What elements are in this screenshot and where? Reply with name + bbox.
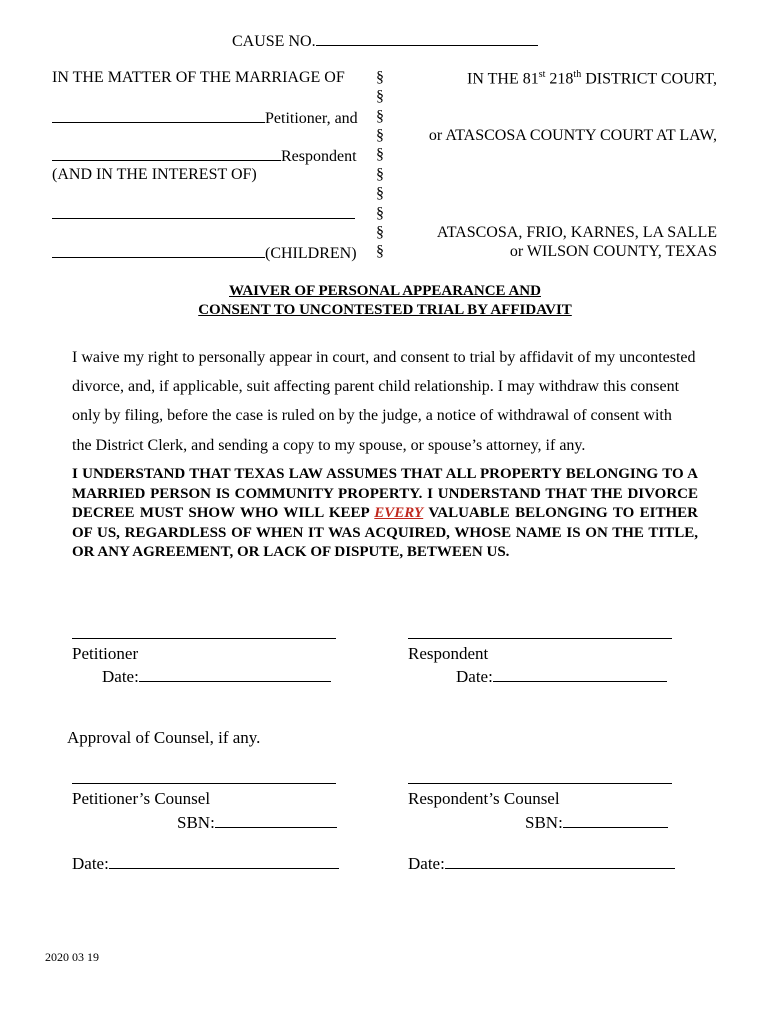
caption-interest: (AND IN THE INTEREST OF): [52, 166, 257, 183]
counties-line-1: ATASCOSA, FRIO, KARNES, LA SALLE: [436, 224, 717, 241]
cause-number: [232, 31, 538, 51]
petitioner-signature-line[interactable]: [72, 638, 336, 639]
respondent-date-blank[interactable]: [493, 665, 667, 682]
court-name: [467, 69, 717, 88]
caption-respondent: [52, 146, 357, 166]
petitioner-counsel-date-label: Date:: [72, 854, 109, 873]
respondent-counsel-sbn: [525, 811, 668, 833]
respondent-counsel-date-label: Date:: [408, 854, 445, 873]
petitioner-counsel-label: Petitioner’s Counsel: [72, 789, 211, 808]
petitioner-date: [102, 665, 331, 687]
notice-part-2: VALUABLE BELONGING TO EITHER OF US, REGARDLESS OF WHEN IT WAS ACQUIRED, WHOSE NAME IS ON THE TITLE, OR ANY AGREEMENT, OR LACK OF DISPUTE, BETWEEN US.: [72, 505, 698, 560]
respondent-signature-line[interactable]: [408, 638, 672, 639]
alt-court: or ATASCOSA COUNTY COURT AT LAW,: [428, 127, 717, 144]
cause-number-blank[interactable]: [316, 31, 538, 46]
document-title-line-1: WAIVER OF PERSONAL APPEARANCE AND: [229, 283, 541, 299]
caption-matter: IN THE MATTER OF THE MARRIAGE OF: [52, 69, 345, 86]
petitioner-sbn-blank[interactable]: [215, 811, 337, 828]
petitioner-label: Petitioner, and: [265, 110, 358, 127]
petitioner-signature-label: Petitioner: [72, 644, 139, 663]
waiver-line: only by filing, before the case is ruled on by the judge, a notice of withdrawal of consent with: [72, 407, 672, 425]
respondent-name-blank[interactable]: [52, 146, 281, 161]
respondent-date: [456, 665, 667, 687]
petitioner-date-blank[interactable]: [139, 665, 331, 682]
petitioner-counsel-date: [72, 852, 339, 874]
petitioner-counsel-date-blank[interactable]: [109, 852, 339, 869]
notice-part-1: I UNDERSTAND THAT TEXAS LAW ASSUMES THAT ALL PROPERTY BELONGING TO A MARRIED PERSON IS COMMUNITY PROPERTY. I UNDERSTAND THAT THE DIVORCE DECREE MUST SHOW WHO WILL KEEP: [72, 466, 698, 521]
respondent-sbn-label: SBN:: [525, 813, 563, 832]
waiver-paragraph: [72, 343, 698, 460]
section-symbol: §: [376, 185, 384, 202]
respondent-signature-label: Respondent: [408, 644, 489, 663]
court-suffix: DISTRICT COURT,: [581, 70, 717, 88]
form-revision-code: 2020 03 19: [45, 950, 99, 964]
waiver-line: the District Clerk, and sending a copy to my spouse, or spouse’s attorney, if any.: [72, 436, 586, 454]
court-prefix: IN THE 81: [467, 70, 539, 88]
section-symbol: §: [376, 108, 384, 125]
children-label: (CHILDREN): [265, 245, 357, 262]
section-symbol: §: [376, 243, 384, 260]
respondent-label: Respondent: [281, 148, 357, 165]
section-symbol: §: [376, 224, 384, 241]
respondent-counsel-date-blank[interactable]: [445, 852, 675, 869]
petitioner-counsel-signature-line[interactable]: [72, 783, 336, 784]
respondent-date-label: Date:: [456, 667, 493, 686]
petitioner-counsel-sbn: [177, 811, 337, 833]
approval-of-counsel: Approval of Counsel, if any.: [67, 728, 261, 747]
waiver-line: divorce, and, if applicable, suit affecting parent child relationship. I may withdraw this consent: [72, 378, 680, 396]
waiver-line: I waive my right to personally appear in court, and consent to trial by affidavit of my uncontested: [72, 349, 696, 366]
section-symbol: §: [376, 146, 384, 163]
section-symbol: §: [376, 127, 384, 144]
caption-petitioner: [52, 108, 358, 128]
petitioner-sbn-label: SBN:: [177, 813, 215, 832]
respondent-counsel-date: [408, 852, 675, 874]
cause-number-label: CAUSE NO.: [232, 33, 316, 50]
court-sup-1: st: [538, 69, 546, 80]
petitioner-name-blank[interactable]: [52, 108, 265, 123]
petitioner-date-label: Date:: [102, 667, 139, 686]
counties-line-2: or WILSON COUNTY, TEXAS: [509, 243, 717, 260]
respondent-counsel-label: Respondent’s Counsel: [408, 789, 560, 808]
child-name-blank[interactable]: [52, 218, 355, 219]
section-symbol: §: [376, 88, 384, 105]
court-sup-2: th: [573, 69, 582, 80]
document-title-line-2: CONSENT TO UNCONTESTED TRIAL BY AFFIDAVIT: [198, 302, 572, 318]
child-name-blank-2[interactable]: [52, 243, 265, 258]
section-symbol: §: [376, 166, 384, 183]
caption-children: [52, 243, 357, 263]
respondent-sbn-blank[interactable]: [563, 811, 668, 828]
section-symbol: §: [376, 69, 384, 86]
notice-every: EVERY: [374, 505, 424, 521]
court-num-2: 218: [545, 70, 574, 88]
property-notice: [72, 465, 698, 563]
respondent-counsel-signature-line[interactable]: [408, 783, 672, 784]
section-symbol: §: [376, 205, 384, 222]
